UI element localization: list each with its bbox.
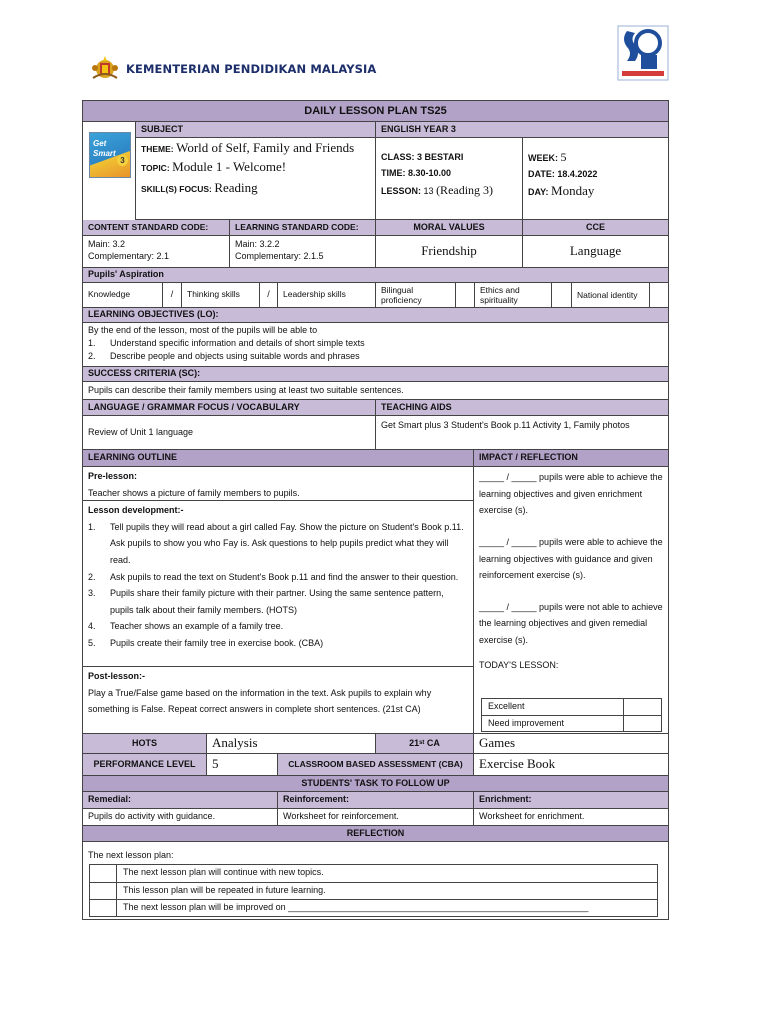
remedial-label: Remedial: <box>83 792 278 809</box>
book-cover-cell <box>83 122 136 228</box>
rating-need-improvement: Need improvement <box>482 716 624 732</box>
lesson-development-label: Lesson development:- <box>88 505 184 515</box>
next-option-checkbox[interactable] <box>90 883 117 900</box>
day-value: Monday <box>551 183 595 199</box>
hots-value: Analysis <box>207 734 376 754</box>
language-focus-value: Review of Unit 1 language <box>83 416 376 450</box>
next-option-checkbox[interactable] <box>90 865 117 883</box>
language-focus-label: LANGUAGE / GRAMMAR FOCUS / VOCABULARY <box>83 400 376 416</box>
teaching-aids-value: Get Smart plus 3 Student's Book p.11 Activity 1, Family photos <box>376 416 669 450</box>
lesson-development <box>83 501 474 667</box>
skill-value: Reading <box>214 179 258 195</box>
lo-intro: By the end of the lesson, most of the pupils will be able to <box>88 325 318 335</box>
pupils-aspiration-label: Pupils' Aspiration <box>83 268 669 283</box>
post-lesson <box>83 667 474 734</box>
reflection-label: REFLECTION <box>83 826 669 842</box>
date-label: DATE: <box>528 168 555 179</box>
dev-item: 4. Teacher shows an example of a family tree. <box>88 621 284 632</box>
daily-lesson-plan <box>82 100 669 920</box>
next-option-checkbox[interactable] <box>90 900 117 917</box>
pre-lesson <box>83 467 474 501</box>
time-value: 8.30-10.00 <box>408 167 452 178</box>
cba-value: Exercise Book <box>474 754 669 776</box>
rating-excellent: Excellent <box>482 699 624 716</box>
todays-lesson-label: TODAY'S LESSON: <box>479 659 559 670</box>
lo-item: 1. Understand specific information and details of short simple texts <box>88 338 365 349</box>
aspiration-knowledge: Knowledge <box>83 283 163 308</box>
content-standard-label: CONTENT STANDARD CODE: <box>83 220 230 236</box>
theme-label: THEME: <box>141 144 174 154</box>
reinforcement-label: Reinforcement: <box>278 792 474 809</box>
topic-label: TOPIC: <box>141 162 170 173</box>
performance-level-label: PERFORMANCE LEVEL <box>83 754 207 776</box>
post-lesson-label: Post-lesson:- <box>88 671 146 681</box>
theme-value: World of Self, Family and Friends <box>176 140 355 155</box>
ministry-name: KEMENTERIAN PENDIDIKAN MALAYSIA <box>126 62 377 76</box>
cce-label: CCE <box>523 220 669 236</box>
dev-item: 1. Tell pupils they will read about a girl called Fay. Show the picture on Student's Book p.11. Ask pupils to show you who Fay is. Ask questions to help pupils predict what they will read. <box>88 521 464 565</box>
learning-outline-label: LEARNING OUTLINE <box>83 450 474 467</box>
lo-item: 2. Describe people and objects using suitable words and phrases <box>88 351 360 362</box>
students-task-label: STUDENTS' TASK TO FOLLOW UP <box>83 776 669 792</box>
lesson-value: 13 <box>423 186 434 197</box>
reinforcement-value: Worksheet for reinforcement. <box>278 809 474 826</box>
csc-complementary: Complementary: 2.1 <box>88 250 170 261</box>
lesson-extra: (Reading 3) <box>436 183 494 198</box>
week-value: 5 <box>560 150 567 164</box>
performance-level-value: 5 <box>207 754 278 776</box>
malaysia-crest-icon <box>90 56 120 82</box>
aspiration-bilingual-mark <box>456 283 475 308</box>
next-option-repeat: This lesson plan will be repeated in future learning. <box>117 883 658 900</box>
impact-remedial: _____ / _____ pupils were not able to achieve the learning objectives and given remedial exercise (s). <box>479 601 663 646</box>
next-option-continue: The next lesson plan will continue with new topics. <box>117 865 658 883</box>
success-criteria: Pupils can describe their family members using at least two suitable sentences. <box>83 382 669 400</box>
next-lesson-options <box>89 864 658 917</box>
lesson-label: LESSON: <box>381 186 422 197</box>
learning-standard-label: LEARNING STANDARD CODE: <box>230 220 376 236</box>
impact-enrichment: _____ / _____ pupils were able to achieve the learning objectives and given enrichment exercise (s). <box>479 472 663 516</box>
dev-item: 2. Ask pupils to read the text on Student's Book p.11 and find the answer to their question. <box>88 571 459 582</box>
book-cover-icon: Get Smart 3 <box>89 132 131 178</box>
hots-label: HOTS <box>83 734 207 754</box>
learning-standard-value <box>230 236 376 268</box>
aspiration-national: National identity <box>572 283 650 308</box>
cce-value: Language <box>523 236 669 268</box>
week-cell <box>523 138 669 220</box>
class-label: CLASS: <box>381 152 415 162</box>
learning-objectives <box>83 323 669 367</box>
ts25-logo-icon <box>617 25 669 81</box>
pre-lesson-text: Teacher shows a picture of family members to pupils. <box>88 487 300 498</box>
learning-objectives-label: LEARNING OBJECTIVES (LO): <box>83 308 669 323</box>
dev-item: 5. Pupils create their family tree in exercise book. (CBA) <box>88 638 324 649</box>
subject-label: SUBJECT <box>136 122 376 138</box>
class-value: 3 BESTARI <box>417 152 464 162</box>
next-lesson-intro: The next lesson plan: <box>88 850 174 860</box>
moral-value: Friendship <box>376 236 523 268</box>
ca-value: Games <box>474 734 669 754</box>
aspiration-national-mark <box>650 283 669 308</box>
class-cell <box>376 138 523 220</box>
dev-item: 3. Pupils share their family picture with their partner. Using the same sentence pattern, pupils talk about their family members. (HOTS) <box>88 588 444 615</box>
ministry-header <box>90 56 376 82</box>
impact-reflection-label: IMPACT / REFLECTION <box>474 450 669 467</box>
moral-values-label: MORAL VALUES <box>376 220 523 236</box>
success-criteria-label: SUCCESS CRITERIA (SC): <box>83 367 669 382</box>
week-label: WEEK: <box>528 153 558 163</box>
theme-cell <box>136 138 376 220</box>
day-label: DAY: <box>528 187 549 198</box>
rating-need-improvement-box[interactable] <box>624 716 662 732</box>
subject-value: ENGLISH YEAR 3 <box>376 122 669 138</box>
cba-label: CLASSROOM BASED ASSESSMENT (CBA) <box>278 754 474 776</box>
aspiration-bilingual: Bilingual proficiency <box>376 283 456 308</box>
lsc-complementary: Complementary: 2.1.5 <box>235 250 324 261</box>
time-label: TIME: <box>381 167 406 178</box>
aspiration-ethics-mark <box>552 283 572 308</box>
remedial-value: Pupils do activity with guidance. <box>83 809 278 826</box>
next-option-improve: The next lesson plan will be improved on ____________________________________________________________ <box>117 900 658 917</box>
content-standard-value <box>83 236 230 268</box>
todays-lesson-rating <box>481 698 662 732</box>
aspiration-ethics: Ethics and spirituality <box>475 283 552 308</box>
ca-label: 21 st CA <box>376 734 474 754</box>
enrichment-value: Worksheet for enrichment. <box>474 809 669 826</box>
aspiration-knowledge-mark: / <box>163 283 182 308</box>
date-value: 18.4.2022 <box>557 168 598 179</box>
lsc-main: Main: 3.2.2 <box>235 239 280 249</box>
enrichment-label: Enrichment: <box>474 792 669 809</box>
teaching-aids-label: TEACHING AIDS <box>376 400 669 416</box>
csc-main: Main: 3.2 <box>88 239 126 249</box>
rating-excellent-box[interactable] <box>624 699 662 716</box>
aspiration-thinking-mark: / <box>260 283 278 308</box>
aspiration-thinking: Thinking skills <box>182 283 260 308</box>
pre-lesson-label: Pre-lesson: <box>88 471 138 481</box>
aspiration-leadership: Leadership skills <box>278 283 376 308</box>
plan-title: DAILY LESSON PLAN TS25 <box>83 101 669 122</box>
impact-reinforcement: _____ / _____ pupils were able to achieve the learning objectives with guidance and given reinforcement exercise (s). <box>479 536 663 581</box>
impact-reflection <box>474 467 669 734</box>
post-lesson-text: Play a True/False game based on the information in the text. Ask pupils to explain why something is False. Repeat correct answers in complete short sentences. (21st CA) <box>88 687 432 715</box>
topic-value: Module 1 - Welcome! <box>172 158 287 174</box>
skill-label: SKILL(S) FOCUS: <box>141 183 212 194</box>
